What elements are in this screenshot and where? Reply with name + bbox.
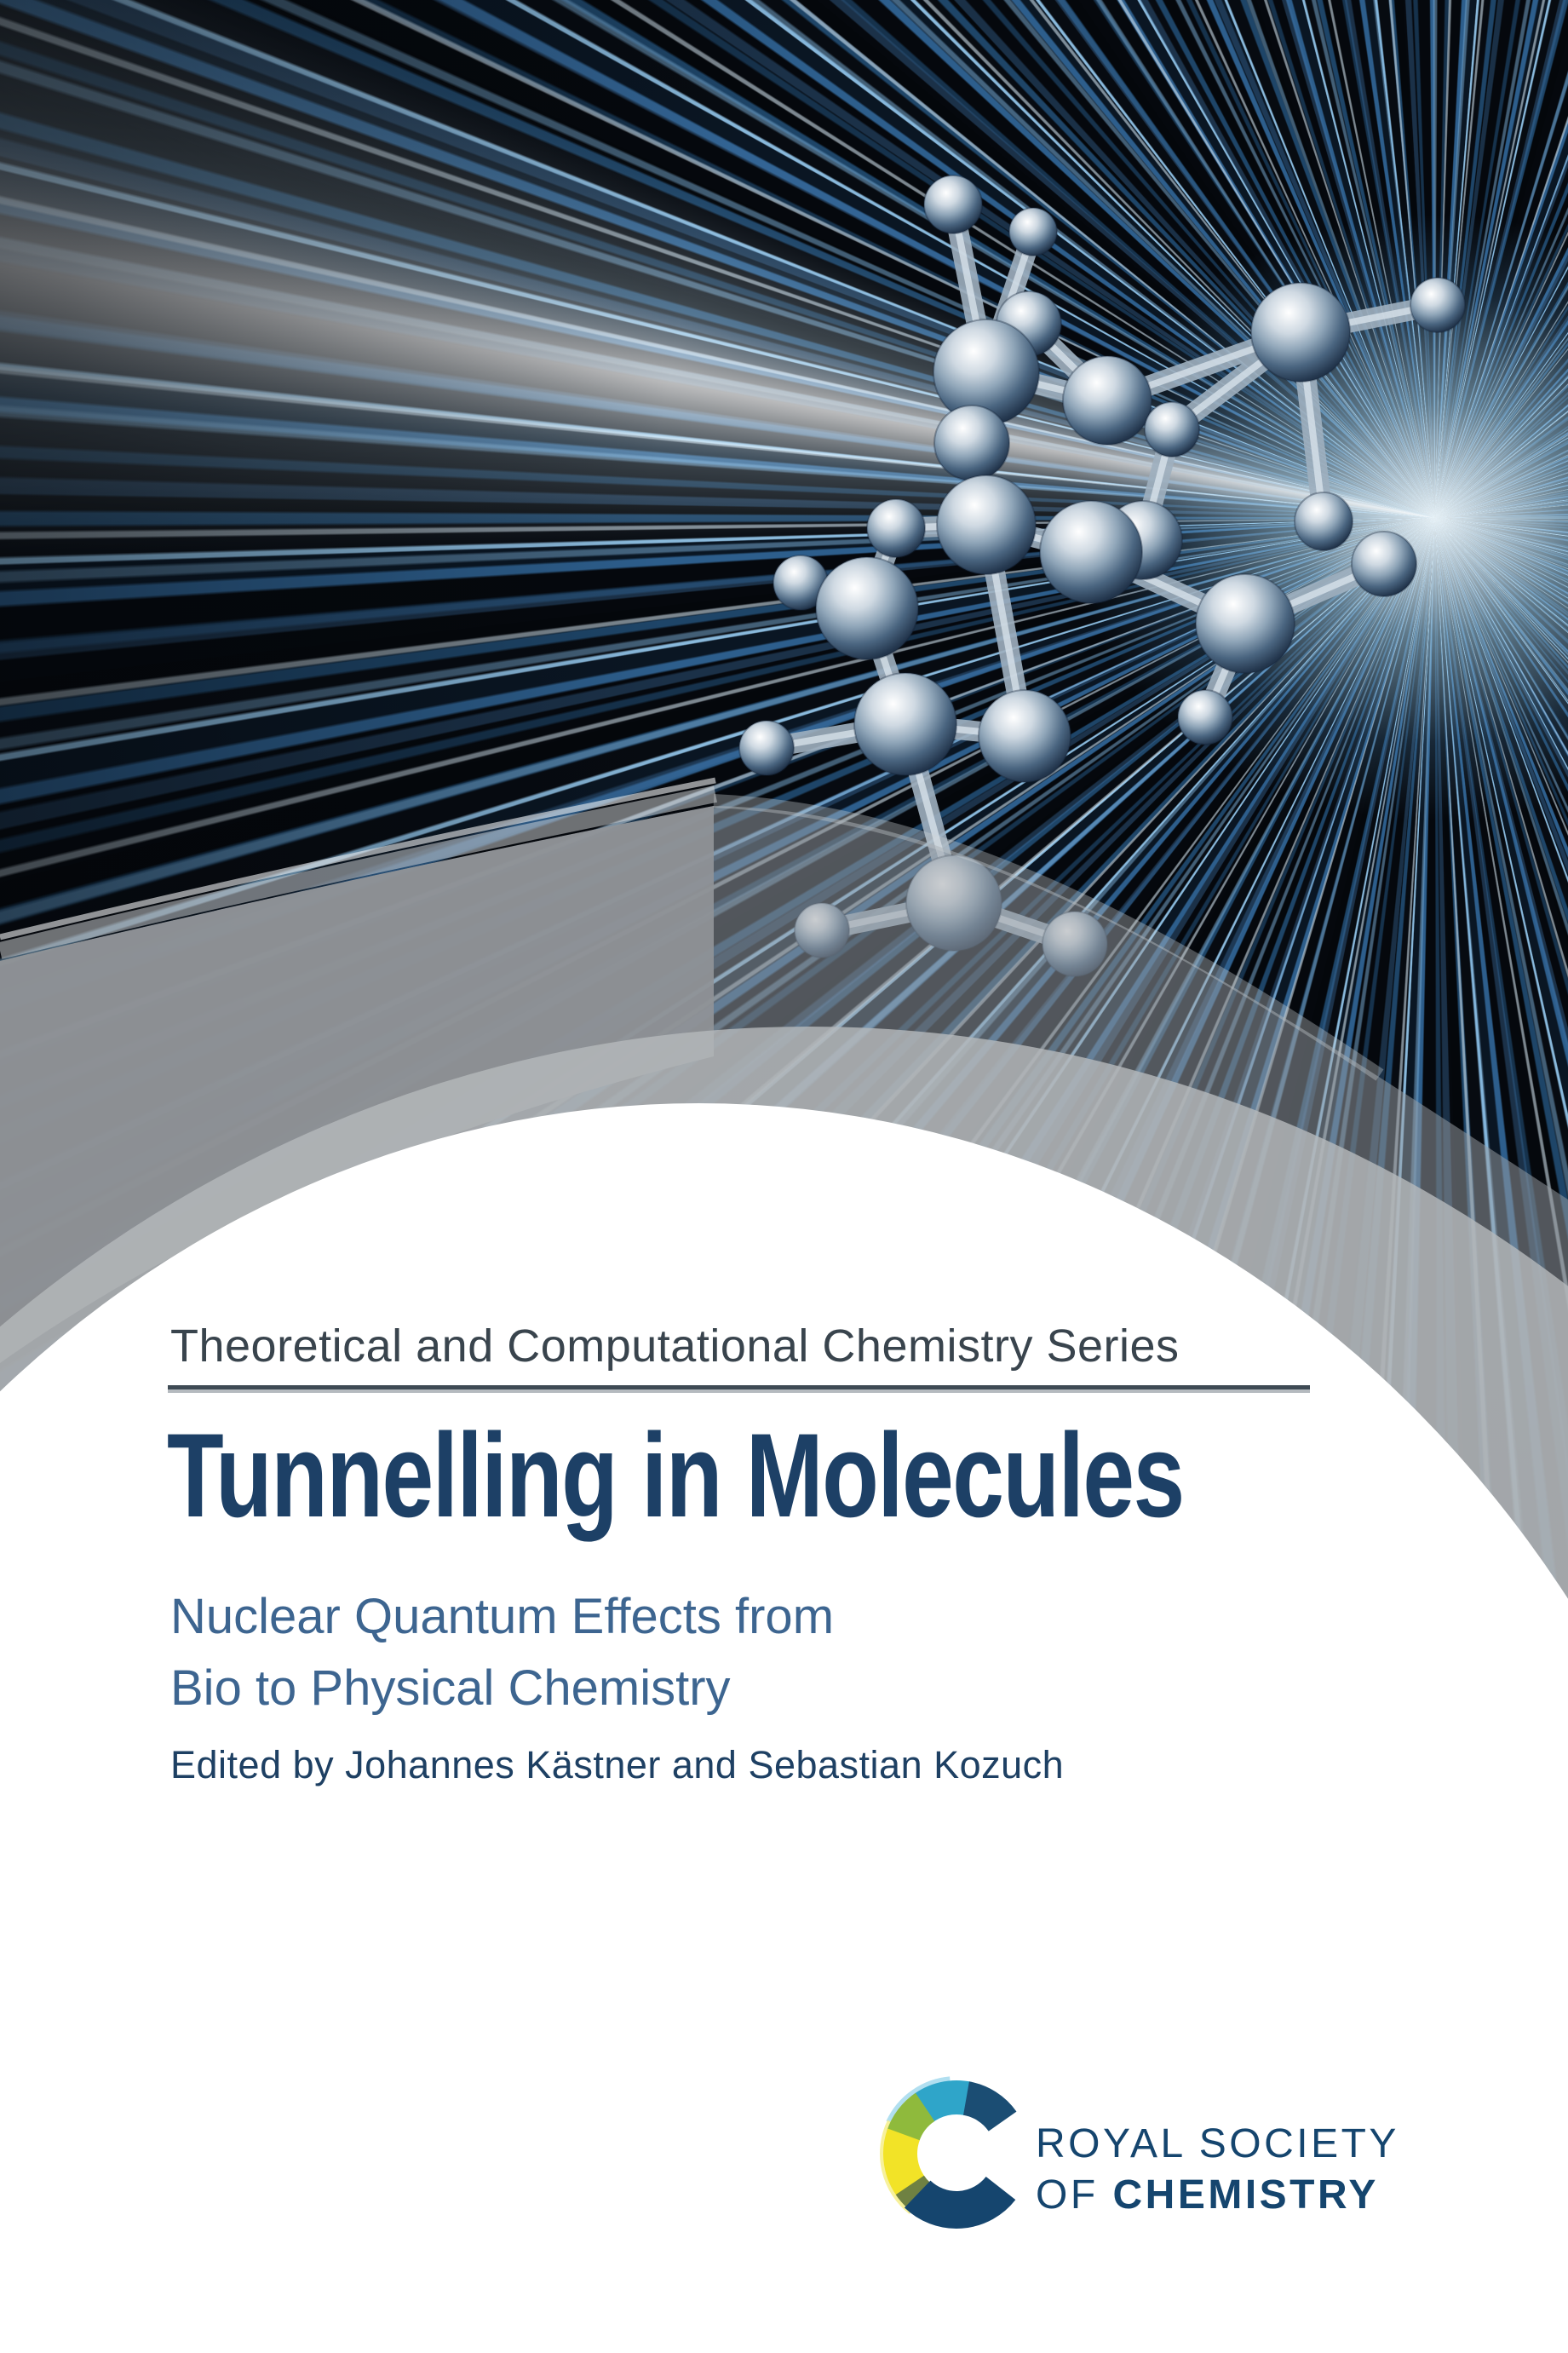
- book-subtitle: [170, 1581, 834, 1724]
- ring-olive-arc: [910, 2185, 919, 2195]
- ring-cyan-arc: [922, 2097, 968, 2109]
- publisher-name-of: OF: [1036, 2172, 1113, 2218]
- publisher-name-line1: ROYAL SOCIETY: [1036, 2121, 1399, 2166]
- book-subtitle-line2: Bio to Physical Chemistry: [170, 1660, 731, 1716]
- ring-green-arc: [903, 2107, 925, 2136]
- publisher-name-line2: [1036, 2172, 1379, 2218]
- ring-yellow-arc: [900, 2134, 912, 2188]
- ring-navy-bottom-arc: [917, 2189, 1001, 2210]
- publisher-name-chemistry: CHEMISTRY: [1112, 2172, 1379, 2218]
- publisher-logo: [869, 2060, 1465, 2316]
- book-subtitle-line1: Nuclear Quantum Effects from: [170, 1589, 835, 1644]
- series-divider-rule: [168, 1385, 1310, 1389]
- book-title: Tunnelling in Molecules: [167, 1408, 1184, 1542]
- rsc-c-ring-icon: [888, 2085, 1002, 2210]
- ring-navy-top-arc: [967, 2098, 1003, 2121]
- editors-line: Edited by Johannes Kästner and Sebastian Kozuch: [170, 1743, 1065, 1786]
- series-title: Theoretical and Computational Chemistry Series: [170, 1320, 1180, 1372]
